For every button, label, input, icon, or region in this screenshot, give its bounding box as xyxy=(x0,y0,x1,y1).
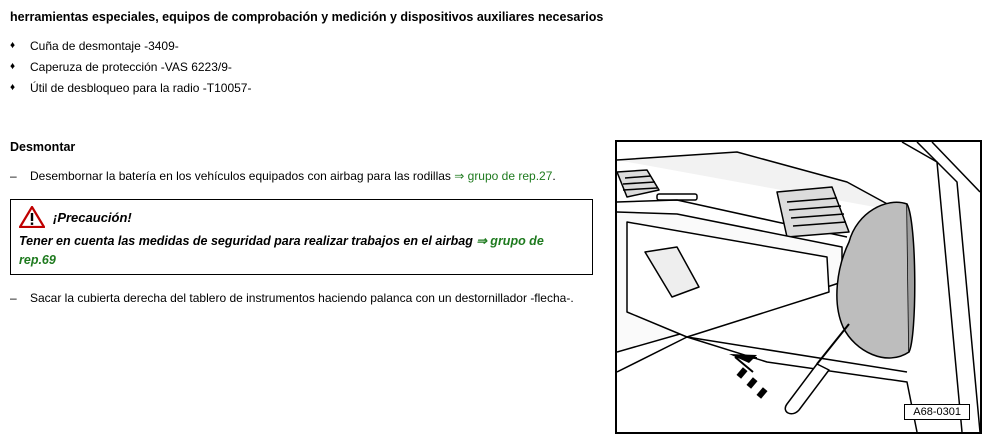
warning-triangle-icon xyxy=(19,206,45,228)
step-dash: – xyxy=(10,291,17,305)
step-disconnect-battery xyxy=(10,168,595,184)
tool-text: Útil de desbloqueo para la radio -T10057- xyxy=(30,81,252,95)
step-body: Desembornar la batería en los vehículos equipados con airbag para las rodillas xyxy=(30,169,455,183)
bullet-icon: ♦ xyxy=(10,82,16,93)
section-title: Desmontar xyxy=(10,140,76,154)
dashboard-illustration xyxy=(615,140,982,434)
step-text xyxy=(30,168,595,184)
caution-title: ¡Precaución! xyxy=(53,209,132,225)
list-item xyxy=(10,80,251,101)
caution-header xyxy=(19,206,584,228)
repair-group-link[interactable]: ⇒ grupo de rep.69 xyxy=(19,234,544,267)
list-item xyxy=(10,38,251,59)
step-remove-cover xyxy=(10,290,595,306)
figure-label: A68-0301 xyxy=(904,404,970,420)
page-heading: herramientas especiales, equipos de comprobación y medición y dispositivos auxiliares necesarios xyxy=(10,10,604,24)
dashboard-drawing xyxy=(617,142,980,432)
caution-text xyxy=(19,232,584,270)
list-item xyxy=(10,59,251,80)
tool-text: Cuña de desmontaje -3409- xyxy=(30,39,179,53)
bullet-icon: ♦ xyxy=(10,40,16,51)
step-dash: – xyxy=(10,169,17,183)
caution-body: Tener en cuenta las medidas de seguridad para realizar trabajos en el airbag xyxy=(19,234,477,248)
caution-box xyxy=(10,199,593,275)
step-text: Sacar la cubierta derecha del tablero de instrumentos haciendo palanca con un destornillador -flecha-. xyxy=(30,291,574,305)
bullet-icon: ♦ xyxy=(10,61,16,72)
tool-text: Caperuza de protección -VAS 6223/9- xyxy=(30,60,232,74)
step-tail: . xyxy=(552,169,556,183)
repair-group-link[interactable]: ⇒ grupo de rep.27 xyxy=(454,169,553,183)
tools-list xyxy=(10,38,251,101)
